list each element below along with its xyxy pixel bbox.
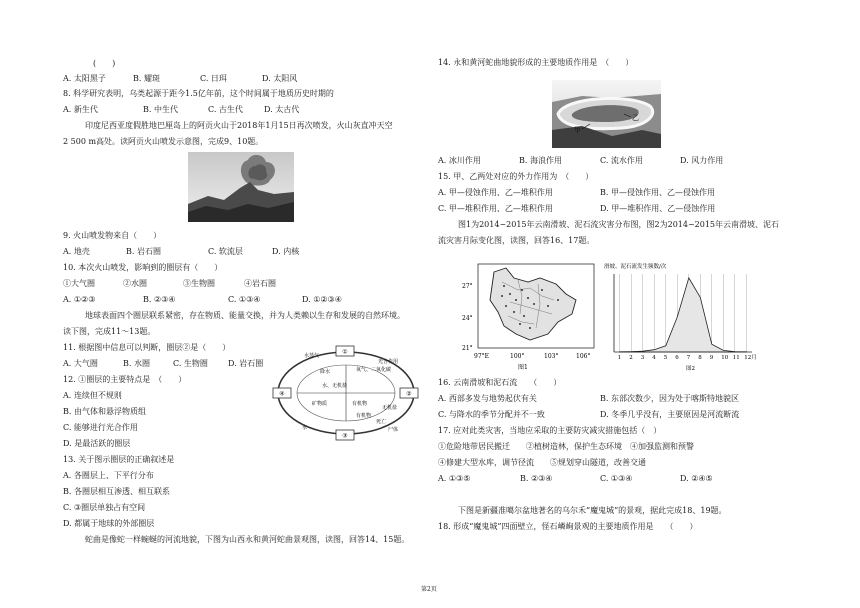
q7-option-d: D. 太阳风: [262, 74, 298, 83]
chart-x-tick-label: 10: [721, 355, 729, 361]
q12-option-a: A. 连续但不规则: [63, 391, 122, 400]
q17-option-c: C. ①③④: [600, 474, 633, 483]
q14-option-d: D. 风力作用: [680, 156, 724, 165]
q17-option-a: A. ①③⑤: [438, 474, 471, 483]
svg-text:②: ②: [406, 390, 412, 398]
map-lat-21: 21°: [462, 345, 473, 352]
map-lat-24: 24°: [462, 315, 473, 322]
q12-option-c: C. 能够进行光合作用: [63, 423, 138, 432]
q17-option-d: D. ②④⑤: [680, 474, 713, 483]
q16-option-a: A. 西部多发与地势起伏有关: [438, 394, 537, 403]
q12-stem: 12. ①圈层的主要特点是 （ ）: [63, 375, 187, 384]
q14-option-b: B. 海浪作用: [519, 156, 562, 165]
q10-option-c: C. ①③④: [228, 295, 261, 304]
q10-option-d: D. ①②③④: [302, 295, 342, 304]
passage-yunnan-line1: 图1为2014~2015年云南滑坡、泥石流灾害分布图，图2为2014~2015年云南滑坡、泥石: [458, 220, 780, 229]
q15-stem: 15. 甲、乙两处对应的外力作用为 （ ）: [438, 172, 594, 181]
map-lon-97: 97°E: [474, 353, 490, 360]
chart-x-tick-label: 7: [686, 355, 691, 361]
q8-option-b: B. 中生代: [143, 105, 178, 114]
q7-bracket: ( ): [93, 59, 116, 68]
q17-stem: 17. 应对此类灾害，当地应采取的主要防灾减灾措施包括（ ）: [438, 426, 662, 435]
q17-items-line1: ①危险地带居民搬迁 ②植树造林，保护生态环境 ④加强监测和预警: [438, 442, 694, 451]
q18-stem: 18. 形成“魔鬼城”四面壁立，怪石嶙峋景观的主要地质作用是 （ ）: [438, 522, 698, 531]
q12-option-b: B. 由气体和悬浮物质组: [63, 407, 146, 416]
q14-option-c: C. 流水作用: [600, 156, 643, 165]
q10-item-4: ④岩石圈: [244, 279, 276, 288]
q13-stem: 13. 关于图示圈层的正确叙述是: [63, 455, 175, 464]
disaster-frequency-chart: [604, 262, 760, 372]
q15-option-a: A. 甲—侵蚀作用、乙—堆积作用: [438, 188, 553, 197]
earth-spheres-diagram: [272, 343, 420, 443]
chart-x-tick-label: 11: [732, 355, 740, 361]
q13-option-a: A. 各圈层上、下平行分布: [63, 471, 154, 480]
chart-x-tick-label: 4: [652, 355, 656, 361]
passage-meander: 蛇曲是像蛇一样蜿蜒的河流地貌，下图为山西永和黄河蛇曲景观图，读图，回答14、15题。: [85, 535, 410, 544]
q8-option-d: D. 太古代: [264, 105, 300, 114]
map-lon-103: 103°: [544, 353, 559, 360]
passage-volcano-line1: 印度尼西亚度假胜地巴厘岛上的阿贡火山于2018年1月15日再次喷发，火山灰直冲天空: [85, 121, 393, 130]
q9-option-c: C. 软流层: [208, 247, 243, 256]
diagram-label-organic-2: 有机物: [356, 413, 372, 419]
volcano-eruption-image: [188, 152, 294, 222]
diagram-label-water: 水: [302, 425, 308, 431]
q8-stem: 8. 科学研究表明，乌类起源于距今1.5亿年前，这个时间属于地质历史时期的: [63, 89, 334, 98]
diagram-label-water-vapor: 水蒸气: [304, 353, 320, 359]
passage-spheres-line2: 读下图，完成11～13题。: [63, 327, 156, 336]
q8-option-c: C. 古生代: [208, 105, 243, 114]
q14-option-a: A. 冰川作用: [438, 156, 481, 165]
figure-2-caption: 图2: [686, 366, 695, 372]
meander-label-yi: 乙: [632, 114, 639, 122]
q12-option-d: D. 是最活跃的圈层: [63, 439, 131, 448]
q11-option-b: B. 水圈: [123, 359, 150, 368]
q9-option-a: A. 地壳: [63, 247, 90, 256]
meander-photo: [552, 80, 661, 148]
q10-option-a: A. ①②③: [63, 295, 96, 304]
q14-stem: 14. 永和黄河蛇曲地貌形成的主要地质作用是 （ ）: [438, 58, 634, 67]
q9-stem: 9. 火山喷发物来自（ ）: [63, 231, 162, 240]
q7-option-c: C. 日珥: [200, 74, 227, 83]
diagram-label-precipitation: 降水: [320, 369, 331, 375]
q13-option-c: C. ③圈层单独占有空间: [63, 503, 146, 512]
series-area: [620, 278, 747, 352]
svg-text:①: ①: [342, 348, 348, 356]
q7-option-a: A. 太阳黑子: [63, 74, 106, 83]
q16-option-c: C. 与降水的季节分配并不一致: [438, 410, 545, 419]
q11-option-c: C. 生物圈: [173, 359, 208, 368]
chart-x-tick-label: 8: [698, 355, 702, 361]
q10-item-3: ③生物圈: [183, 279, 215, 288]
yunnan-disaster-map: [458, 260, 598, 372]
diagram-label-water-salts: 水、无机盐: [322, 383, 348, 389]
q10-option-b: B. ②③④: [143, 295, 176, 304]
q11-stem: 11. 根据图中信息可以判断，圈层②是（ ）: [63, 343, 231, 352]
chart-x-tick-label: 9: [709, 355, 714, 361]
diagram-label-inorganic-salts: 无机盐: [382, 405, 398, 411]
map-lat-27: 27°: [462, 283, 473, 290]
q10-stem: 10. 本次火山喷发，影响到的圈层有（ ）: [63, 263, 223, 272]
q15-option-d: D. 甲—堆积作用、乙—侵蚀作用: [600, 204, 716, 213]
q10-item-2: ②水圈: [123, 279, 147, 288]
q13-option-d: D. 都属于地球的外部圈层: [63, 519, 155, 528]
q15-option-c: C. 甲—堆积作用、乙—堆积作用: [438, 204, 553, 213]
q15-option-b: B. 甲—侵蚀作用、乙—侵蚀作用: [600, 188, 715, 197]
diagram-label-remains: 尸体: [388, 427, 399, 433]
q7-option-b: B. 耀斑: [133, 74, 160, 83]
diagram-label-photosynthesis: 光合作用: [378, 359, 399, 365]
svg-text:③: ③: [342, 432, 348, 440]
diagram-label-minerals: 矿物质: [312, 401, 328, 407]
chart-x-tick-label: 12月: [744, 355, 757, 361]
q16-stem: 16. 云南滑坡和泥石流 （ ）: [438, 378, 562, 387]
chart-x-tick-label: 2: [629, 355, 633, 361]
q16-option-b: B. 东部次数少，因为处于喀斯特地貌区: [600, 394, 739, 403]
q8-option-a: A. 新生代: [63, 105, 98, 114]
passage-spheres-line1: 地球表面四个圈层联系紧密，存在物质、能量交换，并为人类赖以生存和发展的自然环境。: [85, 311, 405, 320]
q16-option-d: D. 冬季几乎没有，主要原因是河流断流: [600, 410, 740, 419]
chart-x-tick-label: 5: [663, 355, 668, 361]
map-lon-106: 106°: [576, 353, 591, 360]
q9-option-b: B. 岩石圈: [126, 247, 161, 256]
chart-x-tick-label: 6: [675, 355, 679, 361]
chart-title: 滑坡、泥石流发生频数/次: [604, 264, 667, 270]
chart-x-tick-label: 1: [617, 355, 622, 361]
passage-yunnan-line2: 流灾害月际变化图，读图，回答16、17题。: [438, 236, 595, 245]
q17-items-line2: ④修建大型水库，调节径流 ⑤规划穿山隧道，改善交通: [438, 458, 646, 467]
figure-1-caption: 图1: [518, 364, 528, 371]
q11-option-d: D. 岩石圈: [228, 359, 264, 368]
diagram-label-death: 死亡: [376, 419, 387, 425]
q13-option-b: B. 各圈层相互渗透、相互联系: [63, 487, 170, 496]
q9-option-d: D. 内核: [272, 247, 300, 256]
page-number: 第2页: [421, 586, 437, 593]
chart-x-tick-label: 3: [640, 355, 645, 361]
map-lon-100: 100°: [510, 353, 525, 360]
q17-option-b: B. ②③④: [520, 474, 553, 483]
diagram-label-oxygen-co2: 氧气、二氧化碳: [356, 367, 392, 373]
meander-label-jia: 甲: [574, 126, 581, 134]
passage-volcano-line2: 2 500 m高处。读阿贡火山喷发示意图，完成9、10题。: [63, 137, 264, 146]
passage-devil-city: 下图是新疆准噶尔盆地著名的乌尔禾“魔鬼城”的景观，据此完成18、19题。: [458, 506, 727, 515]
diagram-label-organic-1: 有机物: [352, 401, 368, 407]
svg-text:④: ④: [279, 390, 285, 398]
q10-item-1: ①大气圈: [63, 279, 95, 288]
q11-option-a: A. 大气圈: [63, 359, 98, 368]
